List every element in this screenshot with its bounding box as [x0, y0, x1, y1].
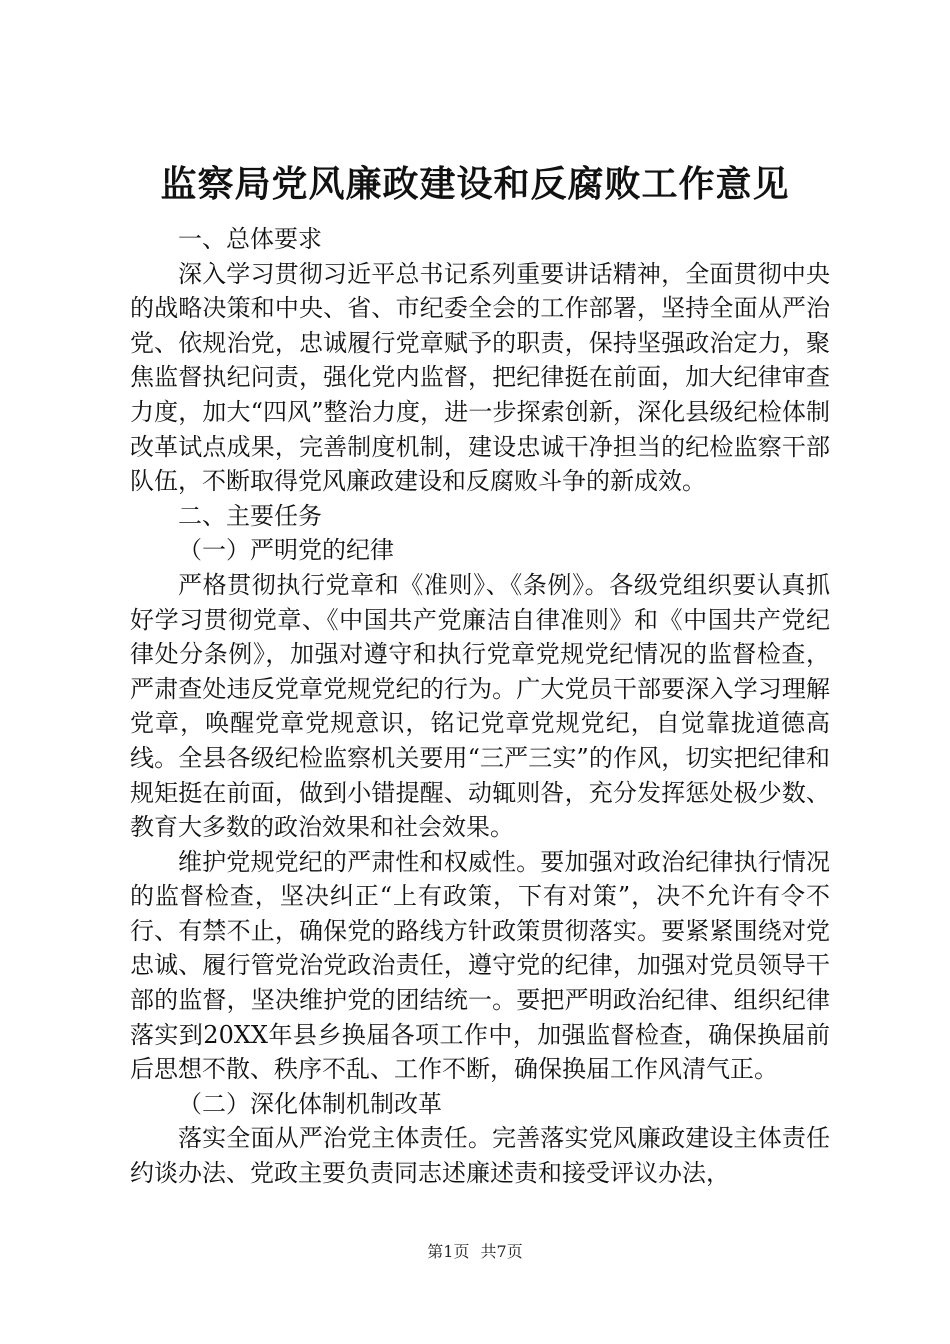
page-number: 第1页 [427, 1242, 470, 1261]
document-title: 监察局党风廉政建设和反腐败工作意见 [160, 163, 790, 205]
subheading-deepen-reform: （二）深化体制机制改革 [178, 1089, 442, 1118]
paragraph-overall-requirements: 深入学习贯彻习近平总书记系列重要讲话精神，全面贯彻中央的战略决策和中央、省、市纪委全会的工作部署，坚持全面从严治党、依规治党，忠诚履行党章赋予的职责，保持坚强政治定力，聚焦监督执纪问责，强化党内监督，把纪律挺在前面，加大纪律审查力度，加大“四风”整治力度，进一步探索创新，深化县级纪检体制改革试点成果，完善制度机制，建设忠诚干净担当的纪检监察干部队伍，不断取得党风廉政建设和反腐败斗争的新成效。 [130, 259, 830, 496]
document-body [130, 222, 830, 1191]
paragraph-implement-responsibility: 落实全面从严治党主体责任。完善落实党风廉政建设主体责任约谈办法、党政主要负责同志述廉述责和接受评议办法， [130, 1124, 830, 1188]
subheading-party-discipline: （一）严明党的纪律 [178, 536, 394, 565]
section-heading-overall-requirements: 一、总体要求 [178, 225, 322, 253]
paragraph-maintain-discipline-authority: 维护党规党纪的严肃性和权威性。要加强对政治纪律执行情况的监督检查，坚决纠正“上有政策，下有对策”，决不允许有令不行、有禁不止，确保党的路线方针政策贯彻落实。要紧紧围绕对党忠诚、履行管党治党政治责任，遵守党的纪律，加强对党员领导干部的监督，坚决维护党的团结统一。要把严明政治纪律、组织纪律落实到20XX年县乡换届各项工作中，加强监督检查，确保换届前后思想不散、秩序不乱、工作不断，确保换届工作风清气正。 [130, 847, 830, 1084]
section-heading-main-tasks: 二、主要任务 [178, 501, 322, 530]
paragraph-implement-party-constitution: 严格贯彻执行党章和《准则》、《条例》。各级党组织要认真抓好学习贯彻党章、《中国共产党廉洁自律准则》和《中国共产党纪律处分条例》，加强对遵守和执行党章党规党纪情况的监督检查，严肃查处违反党章党规党纪的行为。广大党员干部要深入学习理解党章，唤醒党章党规意识，铭记党章党规党纪，自觉靠拢道德高线。全县各级纪检监察机关要用“三严三实”的作风，切实把纪律和规矩挺在前面，做到小错提醒、动辄则咎，充分发挥惩处极少数、教育大多数的政治效果和社会效果。 [130, 570, 830, 842]
page-footer [0, 1240, 950, 1264]
page-total: 共7页 [480, 1242, 523, 1261]
